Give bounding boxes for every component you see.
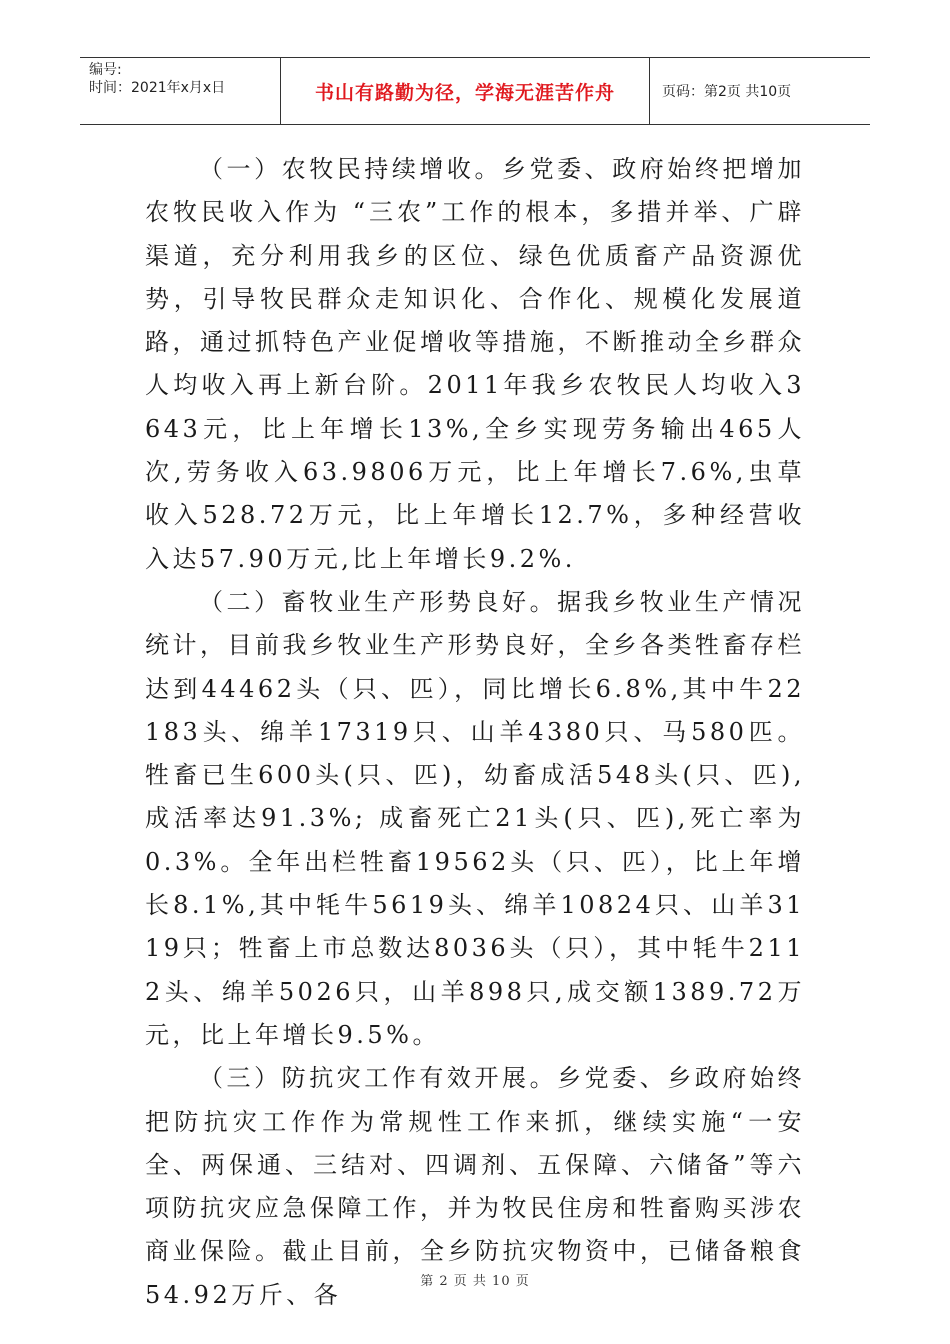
document-header <box>80 57 870 125</box>
paragraph-disaster-prevention: （三）防抗灾工作有效开展。乡党委、乡政府始终把防抗灾工作作为常规性工作来抓，继续实施“一安全、两保通、三结对、四调剂、五保障、六储备”等六项防抗灾应急保障工作，并为牧民住房和牲畜购买涉农商业保险。截止目前，全乡防抗灾物资中，已储备粮食54.92万斤、各 <box>145 1064 805 1309</box>
header-motto: 书山有路勤为径，学海无涯苦作舟 <box>281 58 650 124</box>
page-footer: 第 2 页 共 10 页 <box>420 1274 530 1289</box>
document-number-label: 编号: <box>89 62 122 78</box>
paragraph-income: （一）农牧民持续增收。乡党委、政府始终把增加农牧民收入作为 “三农”工作的根本，多措并举、广辟渠道，充分利用我乡的区位、绿色优质畜产品资源优势，引导牧民群众走知识化、合作化、规模化发展道路，通过抓特色产业促增收等措施，不断推动全乡群众人均收入再上新台阶。2011年我乡农牧民人均收入3643元，比上年增长13%,全乡实现劳务输出465人次,劳务收入63.9806万元，比上年增长7.6%,虫草收入528.72万元，比上年增长12.7%，多种经营收入达57.90万元,比上年增长9.2%. <box>145 155 805 573</box>
document-date-label: 时间：2021年x月x日 <box>89 80 226 96</box>
paragraph-livestock: （二）畜牧业生产形势良好。据我乡牧业生产情况统计，目前我乡牧业生产形势良好，全乡各类牲畜存栏达到44462头（只、匹），同比增长6.8%,其中牛22183头、绵羊17319只、山羊4380只、马580匹。牲畜已生600头(只、匹)，幼畜成活548头(只、匹),成活率达91.3%; 成畜死亡21头(只、匹),死亡率为0.3%。全年出栏牲畜19562头（只、匹），比上年增长8.1%,其中牦牛5619头、绵羊10824只、山羊3119只；牲畜上市总数达8036头（只），其中牦牛2112头、绵羊5026只，山羊898只,成交额1389.72万元，比上年增长9.5%。 <box>145 587 805 1049</box>
document-body <box>145 148 805 1317</box>
header-meta <box>80 58 281 124</box>
header-page-label: 页码：第2页 共10页 <box>662 84 792 100</box>
